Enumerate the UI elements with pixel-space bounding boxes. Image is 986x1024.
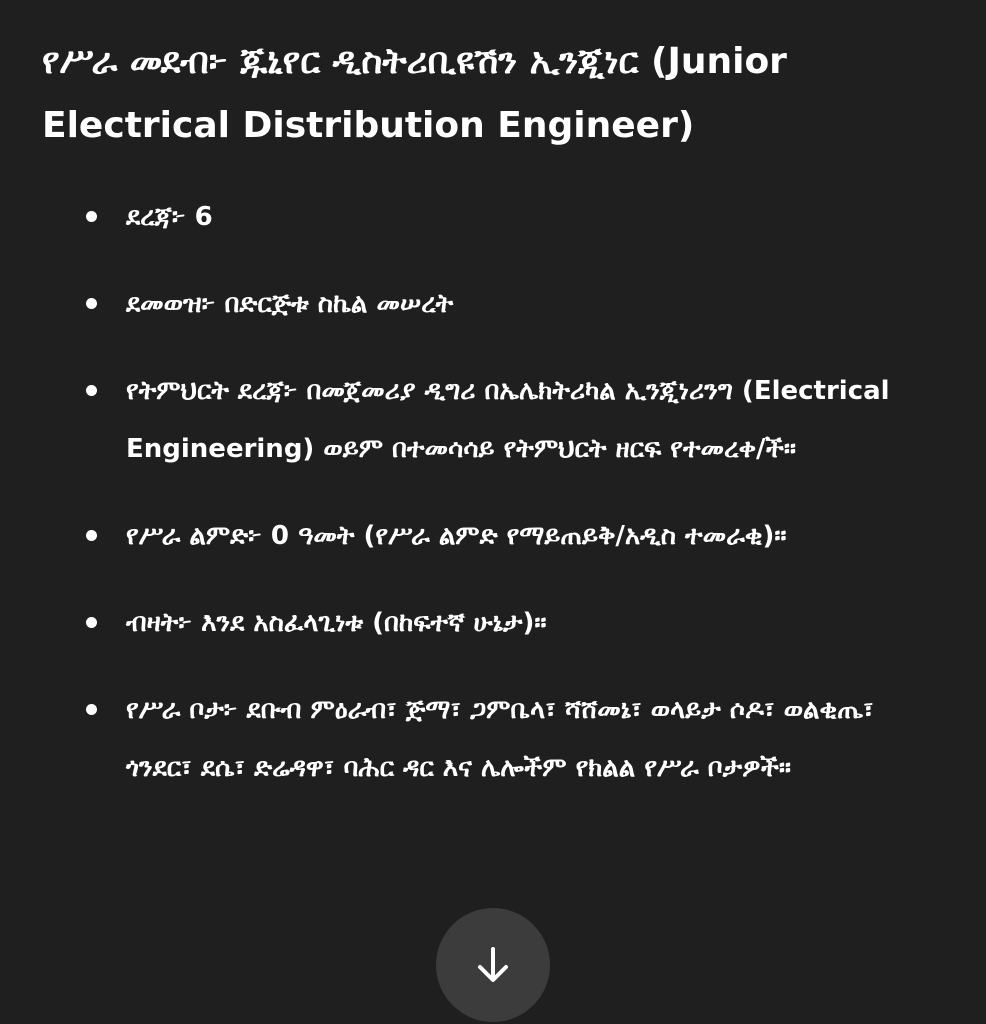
bullet-icon bbox=[86, 704, 97, 715]
job-title-heading: የሥራ መደብ፦ ጁኒየር ዲስትሪቢዩሽን ኢንጂነር (Junior Electrical Distribution Engineer) bbox=[42, 41, 787, 146]
list-item-text: የሥራ ልምድ፦ 0 ዓመት (የሥራ ልምድ የማይጠይቅ/አዲስ ተመራቂ)። bbox=[126, 521, 787, 551]
bullet-icon bbox=[86, 211, 97, 222]
list-item-quantity bbox=[42, 594, 942, 652]
bullet-icon bbox=[86, 385, 97, 396]
list-item-text: ደረጃ፦ 6 bbox=[126, 202, 213, 232]
list-item-location bbox=[42, 681, 942, 797]
list-item-education bbox=[42, 362, 942, 478]
scroll-to-bottom-button[interactable] bbox=[436, 908, 550, 1022]
list-item-text: የትምህርት ደረጃ፦ በመጀመሪያ ዲግሪ በኤሌክትሪካል ኢንጂነሪንግ (Electrical Engineering) ወይም በተመሳሳይ የትምህርት ዘርፍ የተመረቀ/ች። bbox=[126, 376, 890, 464]
list-item-salary bbox=[42, 275, 942, 333]
list-item-text: ደመወዝ፦ በድርጅቱ ስኬል መሠረት bbox=[126, 289, 454, 319]
list-item-grade bbox=[42, 188, 942, 246]
list-item-experience bbox=[42, 507, 942, 565]
message-content bbox=[42, 30, 942, 826]
list-item-text: የሥራ ቦታ፦ ደቡብ ምዕራብ፣ ጅማ፣ ጋምቤላ፣ ሻሸመኔ፣ ወላይታ ሶዶ፣ ወልቂጤ፣ ጎንደር፣ ደሴ፣ ድሬዳዋ፣ ባሕር ዳር እና ሌሎችም የክልል የሥራ ቦታዎች። bbox=[126, 695, 874, 783]
bullet-icon bbox=[86, 298, 97, 309]
arrow-down-icon bbox=[471, 943, 515, 987]
bullet-icon bbox=[86, 530, 97, 541]
job-details-list bbox=[42, 188, 942, 797]
bullet-icon bbox=[86, 617, 97, 628]
list-item-text: ብዛት፦ እንደ አስፈላጊነቱ (በከፍተኛ ሁኔታ)። bbox=[126, 608, 547, 638]
